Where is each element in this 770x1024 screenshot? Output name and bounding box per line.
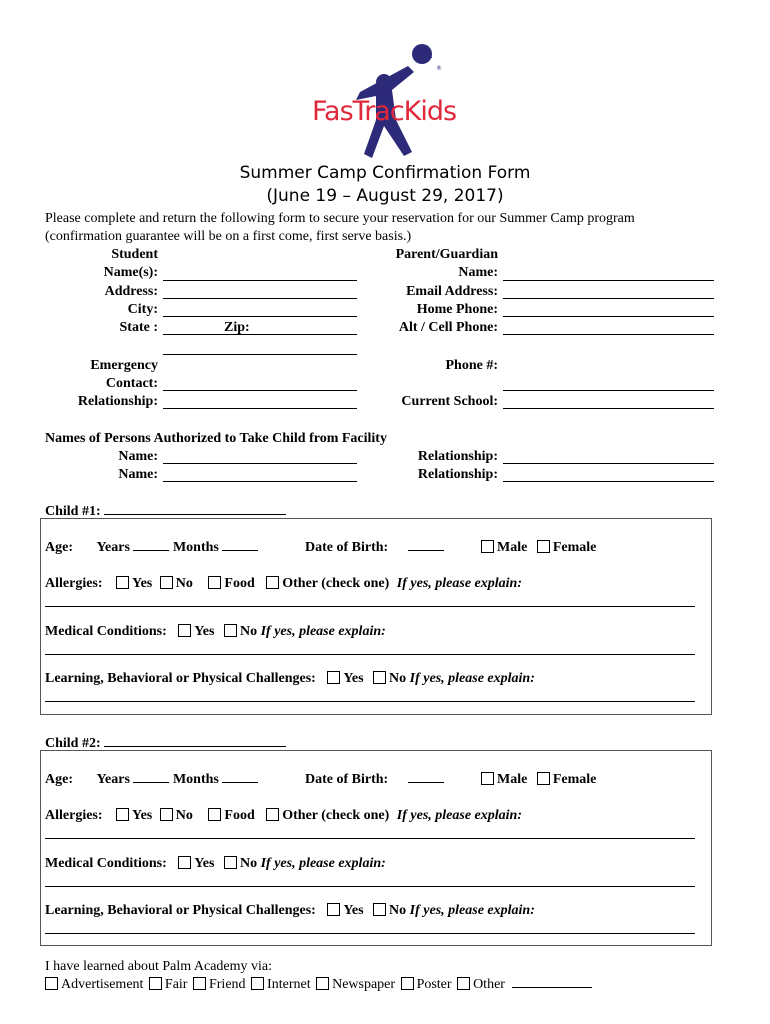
authorized-relationship-2-label: Relationship: [417, 467, 498, 482]
svg-text:®: ® [436, 65, 442, 72]
years-label: Years [96, 540, 130, 555]
child-1-label: Child #1: [45, 504, 101, 519]
child-2-allergies-row [45, 807, 522, 824]
current-school-label: Current School: [401, 394, 498, 409]
newspaper-checkbox[interactable] [316, 977, 329, 990]
intro-line-2: (confirmation guarantee will be on a first come, first serve basis.) [45, 229, 412, 244]
option-label: Friend [208, 977, 246, 992]
parent-email-label: Email Address: [406, 284, 498, 299]
learned-about-options [45, 976, 592, 993]
medical-yes-checkbox[interactable] [178, 856, 191, 869]
months-label: Months [172, 540, 219, 555]
child-1-section [40, 518, 712, 715]
parent-name-label: Name: [458, 265, 498, 280]
medical-yes-checkbox[interactable] [178, 624, 191, 637]
student-state-label: State : [119, 320, 158, 335]
explain-label: If yes, please explain: [409, 903, 535, 918]
learning-label: Learning, Behavioral or Physical Challenges: [45, 903, 316, 918]
student-city-label: City: [127, 302, 158, 317]
allergies-no-checkbox[interactable] [160, 808, 173, 821]
friend-checkbox[interactable] [193, 977, 206, 990]
allergies-food-checkbox[interactable] [208, 576, 221, 589]
learning-no-checkbox[interactable] [373, 903, 386, 916]
allergies-no-checkbox[interactable] [160, 576, 173, 589]
child-2-dob [305, 771, 444, 788]
authorized-relationship-2-field[interactable] [503, 481, 714, 482]
learning-yes-checkbox[interactable] [327, 671, 340, 684]
child-2-section [40, 750, 712, 946]
child-1-gender [481, 539, 596, 556]
explain-label: If yes, please explain: [396, 576, 522, 591]
food-label: Food [224, 576, 255, 591]
female-checkbox[interactable] [537, 772, 550, 785]
medical-no-checkbox[interactable] [224, 624, 237, 637]
child-1-learning-row [45, 670, 535, 687]
child-1-medical-row [45, 623, 386, 640]
dob-field[interactable] [408, 771, 444, 783]
no-label: No [239, 624, 258, 639]
medical-label: Medical Conditions: [45, 624, 167, 639]
child-1-allergies-row [45, 575, 522, 592]
logo-text: FasTracKids [312, 96, 457, 127]
dob-field[interactable] [408, 539, 444, 551]
child-2-name-field[interactable] [104, 735, 286, 747]
child-2-learning-row [45, 902, 535, 919]
yes-label: Yes [343, 671, 364, 686]
medical-explain-field[interactable] [45, 654, 695, 655]
parent-home-phone-label: Home Phone: [416, 302, 498, 317]
student-address-field[interactable] [163, 298, 357, 299]
student-city-field[interactable] [163, 316, 357, 317]
logo [300, 40, 470, 170]
emergency-relationship-field[interactable] [163, 408, 357, 409]
no-label: No [389, 903, 407, 918]
female-label: Female [552, 772, 597, 787]
explain-label: If yes, please explain: [260, 856, 386, 871]
no-label: No [175, 808, 193, 823]
student-heading: Student [111, 247, 158, 262]
other-check-label: Other (check one) [282, 808, 390, 823]
explain-label: If yes, please explain: [260, 624, 386, 639]
form-title: Summer Camp Confirmation Form [239, 163, 531, 183]
allergies-explain-field[interactable] [45, 606, 695, 607]
authorized-name-2-field[interactable] [163, 481, 357, 482]
authorized-name-1-label: Name: [118, 449, 158, 464]
allergies-label: Allergies: [45, 576, 103, 591]
student-state-zip-field[interactable] [163, 334, 357, 335]
parent-heading: Parent/Guardian [395, 247, 498, 262]
medical-label: Medical Conditions: [45, 856, 167, 871]
no-label: No [175, 576, 193, 591]
age-label: Age: [45, 772, 73, 787]
authorized-name-1-field[interactable] [163, 463, 357, 464]
option-label: Poster [416, 977, 452, 992]
allergies-yes-checkbox[interactable] [116, 808, 129, 821]
learning-yes-checkbox[interactable] [327, 903, 340, 916]
allergies-explain-field[interactable] [45, 838, 695, 839]
food-label: Food [224, 808, 255, 823]
allergies-label: Allergies: [45, 808, 103, 823]
child-2-medical-row [45, 855, 386, 872]
internet-checkbox[interactable] [251, 977, 264, 990]
dob-label: Date of Birth: [305, 540, 389, 555]
male-label: Male [497, 540, 528, 555]
authorized-relationship-1-label: Relationship: [417, 449, 498, 464]
allergies-food-checkbox[interactable] [208, 808, 221, 821]
male-label: Male [497, 772, 528, 787]
learning-label: Learning, Behavioral or Physical Challenges: [45, 671, 316, 686]
option-label: Internet [267, 977, 311, 992]
allergies-yes-checkbox[interactable] [116, 576, 129, 589]
parent-cell-phone-field[interactable] [503, 334, 714, 335]
yes-label: Yes [132, 808, 153, 823]
option-label: Advertisement [61, 977, 144, 992]
male-checkbox[interactable] [481, 540, 494, 553]
years-field[interactable] [133, 771, 169, 783]
learning-explain-field[interactable] [45, 701, 695, 702]
student-name-label: Name(s): [103, 265, 158, 280]
months-field[interactable] [222, 771, 258, 783]
emergency-phone-label: Phone #: [445, 358, 498, 373]
allergies-other-checkbox[interactable] [266, 808, 279, 821]
poster-checkbox[interactable] [401, 977, 414, 990]
age-label: Age: [45, 540, 73, 555]
years-field[interactable] [133, 539, 169, 551]
other-checkbox[interactable] [457, 977, 470, 990]
form-dates: (June 19 – August 29, 2017) [266, 186, 504, 206]
student-zip-label: Zip: [224, 320, 250, 335]
child-2-age-row [45, 771, 258, 788]
child-2-gender [481, 771, 596, 788]
option-label: Fair [164, 977, 188, 992]
child-1-age-row [45, 539, 258, 556]
medical-no-checkbox[interactable] [224, 856, 237, 869]
parent-home-phone-field[interactable] [503, 316, 714, 317]
student-address-label: Address: [104, 284, 158, 299]
yes-label: Yes [194, 624, 215, 639]
no-label: No [239, 856, 258, 871]
student-name-field[interactable] [163, 280, 357, 281]
months-field[interactable] [222, 539, 258, 551]
yes-label: Yes [194, 856, 215, 871]
authorized-relationship-1-field[interactable] [503, 463, 714, 464]
option-label: Other [473, 977, 505, 992]
learning-explain-field[interactable] [45, 933, 695, 934]
parent-email-field[interactable] [503, 298, 714, 299]
emergency-name-field[interactable] [163, 354, 357, 355]
other-check-label: Other (check one) [282, 576, 390, 591]
female-label: Female [552, 540, 597, 555]
authorized-heading: Names of Persons Authorized to Take Child from Facility [45, 431, 387, 446]
child-1-name-field[interactable] [104, 503, 286, 515]
no-label: No [389, 671, 407, 686]
learning-no-checkbox[interactable] [373, 671, 386, 684]
male-checkbox[interactable] [481, 772, 494, 785]
yes-label: Yes [132, 576, 153, 591]
female-checkbox[interactable] [537, 540, 550, 553]
emergency-label: Emergency [90, 358, 158, 373]
years-label: Years [96, 772, 130, 787]
fair-checkbox[interactable] [149, 977, 162, 990]
advertisement-checkbox[interactable] [45, 977, 58, 990]
child-2-label: Child #2: [45, 736, 101, 751]
learned-about-label: I have learned about Palm Academy via: [45, 959, 273, 974]
child-1-dob [305, 539, 444, 556]
yes-label: Yes [343, 903, 364, 918]
emergency-relationship-label: Relationship: [77, 394, 158, 409]
allergies-other-checkbox[interactable] [266, 576, 279, 589]
dob-label: Date of Birth: [305, 772, 389, 787]
emergency-contact-field[interactable] [163, 390, 357, 391]
emergency-contact-label: Contact: [105, 376, 158, 391]
emergency-phone-field[interactable] [503, 390, 714, 391]
parent-cell-phone-label: Alt / Cell Phone: [398, 320, 498, 335]
current-school-field[interactable] [503, 408, 714, 409]
intro-line-1: Please complete and return the following form to secure your reservation for our Summer Camp program [45, 211, 635, 226]
other-field[interactable] [512, 976, 592, 988]
explain-label: If yes, please explain: [409, 671, 535, 686]
option-label: Newspaper [332, 977, 396, 992]
months-label: Months [172, 772, 219, 787]
authorized-name-2-label: Name: [118, 467, 158, 482]
explain-label: If yes, please explain: [396, 808, 522, 823]
parent-name-field[interactable] [503, 280, 714, 281]
medical-explain-field[interactable] [45, 886, 695, 887]
